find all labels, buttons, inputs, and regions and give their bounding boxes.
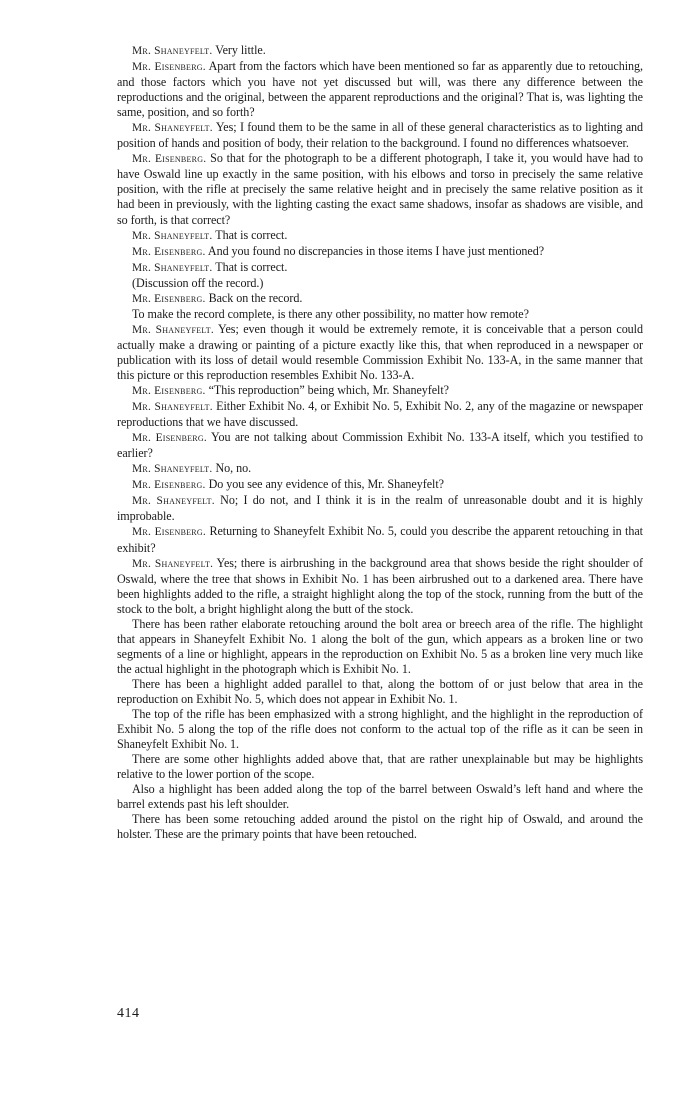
speaker-name: Mr. Eisenberg. bbox=[132, 432, 208, 445]
speaker-name: Mr. Shaneyfelt. bbox=[132, 557, 214, 570]
paragraph bbox=[117, 677, 643, 707]
paragraph bbox=[117, 260, 643, 276]
paragraph bbox=[117, 244, 643, 260]
paragraph bbox=[117, 59, 643, 120]
paragraph-text: Very little. bbox=[215, 43, 266, 57]
paragraph bbox=[117, 752, 643, 782]
speaker-name: Mr. Shaneyfelt. bbox=[132, 122, 213, 135]
paragraph-text: (Discussion off the record.) bbox=[132, 275, 264, 290]
speaker-name: Mr. Eisenberg. bbox=[132, 385, 206, 398]
transcript-page bbox=[117, 43, 643, 842]
paragraph-text: There has been rather elaborate retouching around the bolt area or breech area of the rifle. The highlight that appears in Shaneyfelt Exhibit No. 1 along the bolt of the gun, which appears as a broken line or two segments of a line or highlight, appears in the reproduction on Exhibit No. 5 as a broken line very much like the actual highlight in the photograph which is Exhibit No. 1. bbox=[117, 616, 643, 676]
paragraph-text: Returning to Shaneyfelt Exhibit No. 5, could you describe the apparent retouching in that exhibit? bbox=[117, 524, 643, 555]
paragraph-text: Also a highlight has been added along the top of the barrel between Oswald’s left hand and where the barrel extends past his left shoulder. bbox=[117, 782, 643, 812]
paragraph bbox=[117, 383, 643, 399]
paragraph-text: Back on the record. bbox=[208, 290, 303, 305]
speaker-name: Mr. Shaneyfelt. bbox=[132, 495, 215, 508]
paragraph-text: Yes; there is airbrushing in the background area that shows beside the right shoulder of Oswald, where the tree that shows in Exhibit No. 1 has been airbrushed out to a darkened area. There have been highlights added to the rifle, a straight highlight along the top of the stock, running from the butt of the stock to the bolt, a bright highlight along the butt of the stock. bbox=[117, 555, 643, 616]
paragraph bbox=[117, 291, 643, 307]
paragraph-text: Yes; I found them to be the same in all of these general characteristics as to lighting and position of hands and position of body, their relation to the background. I found no differences whatsoever. bbox=[117, 120, 644, 151]
paragraph bbox=[117, 151, 643, 227]
speaker-name: Mr. Shaneyfelt. bbox=[132, 463, 213, 476]
paragraph bbox=[117, 228, 643, 244]
speaker-name: Mr. Shaneyfelt. bbox=[132, 45, 213, 57]
paragraph bbox=[117, 782, 643, 812]
page-number: 414 bbox=[117, 1006, 140, 1021]
paragraph-text: There has been some retouching added around the pistol on the right hip of Oswald, and around the holster. These are the primary points that have been retouched. bbox=[117, 812, 643, 842]
paragraph-text: To make the record complete, is there any other possibility, no matter how remote? bbox=[132, 306, 529, 321]
paragraph-text: So that for the photograph to be a different photograph, I take it, you would have had to have Oswald line up exactly in the same position, with his elbows and torso in precisely the same relative position, with the rifle at precisely the same relative height and in precisely the same relative position as it had been in previously, with the lighting casting the exact same shadows, insofar as shadows are visible, and so forth, is that correct? bbox=[117, 151, 643, 227]
paragraph bbox=[117, 461, 643, 477]
paragraph-text: The top of the rifle has been emphasized with a strong highlight, and the highlight in the reproduction of Exhibit No. 5 along the top of the rifle does not conform to the actual top of the rifle as it can be seen in Shaneyfelt Exhibit No. 1. bbox=[117, 707, 643, 752]
paragraph bbox=[117, 43, 643, 59]
speaker-name: Mr. Eisenberg. bbox=[132, 526, 207, 539]
speaker-name: Mr. Shaneyfelt. bbox=[132, 261, 213, 274]
paragraph-text: Apart from the factors which have been mentioned so far as apparently due to retouching, and those factors which you have not yet discussed but will, was there any difference between the reproductions and the original, between the apparent reproductions and the original? That is, was lighting the same, position, and so forth? bbox=[117, 59, 643, 120]
speaker-name: Mr. Eisenberg. bbox=[132, 61, 206, 74]
speaker-name: Mr. Shaneyfelt. bbox=[132, 323, 214, 336]
paragraph bbox=[117, 399, 643, 430]
speaker-name: Mr. Eisenberg. bbox=[132, 153, 207, 166]
paragraph bbox=[117, 493, 643, 524]
speaker-name: Mr. Eisenberg. bbox=[132, 479, 206, 492]
speaker-name: Mr. Shaneyfelt. bbox=[132, 401, 213, 414]
paragraph bbox=[117, 556, 643, 617]
paragraph bbox=[117, 322, 643, 383]
paragraph-text: Either Exhibit No. 4, or Exhibit No. 5, Exhibit No. 2, any of the magazine or newspaper reproductions that we have discussed. bbox=[117, 399, 643, 430]
paragraph bbox=[117, 276, 643, 291]
paragraph bbox=[117, 812, 643, 842]
paragraph bbox=[117, 707, 643, 752]
paragraph-text: That is correct. bbox=[215, 259, 288, 274]
paragraph-text: Do you see any evidence of this, Mr. Shaneyfelt? bbox=[208, 477, 444, 492]
paragraph bbox=[117, 617, 643, 677]
paragraph bbox=[117, 477, 643, 493]
paragraph bbox=[117, 524, 643, 555]
speaker-name: Mr. Eisenberg. bbox=[132, 245, 206, 258]
paragraph-text: You are not talking about Commission Exhibit No. 133-A itself, which you testified to earlier? bbox=[117, 430, 643, 461]
paragraph-text: No; I do not, and I think it is in the realm of unreasonable doubt and it is highly improbable. bbox=[117, 493, 644, 524]
paragraph-text: Yes; even though it would be extremely remote, it is conceivable that a person could actually make a drawing or painting of a picture exactly like this, that when reproduced in a newspaper or publication with its loss of detail would resemble Commission Exhibit No. 133-A, in the same manner that this picture or this reproduction resembles Exhibit No. 133-A. bbox=[117, 321, 643, 382]
speaker-name: Mr. Shaneyfelt. bbox=[132, 229, 213, 242]
paragraph bbox=[117, 307, 643, 322]
paragraph-text: No, no. bbox=[215, 461, 252, 476]
paragraph-text: That is correct. bbox=[215, 227, 288, 242]
paragraph bbox=[117, 430, 643, 461]
paragraph bbox=[117, 120, 643, 151]
paragraph-text: There has been a highlight added parallel to that, along the bottom of or just below that area in the reproduction on Exhibit No. 5, which does not appear in Exhibit No. 1. bbox=[117, 676, 643, 706]
paragraph-text: And you found no discrepancies in those items I have just mentioned? bbox=[207, 243, 545, 258]
paragraph-text: There are some other highlights added above that, that are rather unexplainable but may be highlights relative to the lower portion of the scope. bbox=[117, 752, 643, 782]
paragraph-text: “This reproduction” being which, Mr. Shaneyfelt? bbox=[208, 383, 449, 398]
speaker-name: Mr. Eisenberg. bbox=[132, 292, 206, 305]
